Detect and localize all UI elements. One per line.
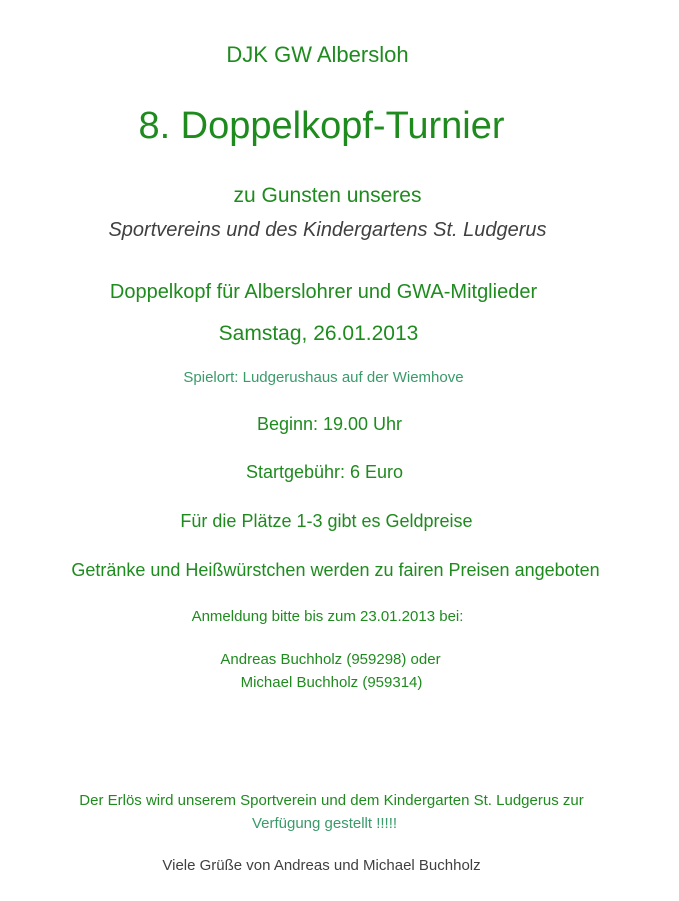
registration-intro: Anmeldung bitte bis zum 23.01.2013 bei: bbox=[191, 608, 464, 625]
venue-line: Spielort: Ludgerushaus auf der Wiemhove bbox=[183, 369, 464, 386]
benefit-recipients: Sportvereins und des Kindergartens St. Ludgerus bbox=[108, 219, 547, 241]
start-time: Beginn: 19.00 Uhr bbox=[256, 414, 403, 434]
benefit-intro: zu Gunsten unseres bbox=[233, 184, 422, 207]
tournament-title: 8. Doppelkopf-Turnier bbox=[138, 105, 505, 147]
prizes-line: Für die Plätze 1-3 gibt es Geldpreise bbox=[180, 511, 473, 531]
refreshments-line: Getränke und Heißwürstchen werden zu fairen Preisen angeboten bbox=[71, 560, 600, 580]
audience-line: Doppelkopf für Alberslohrer und GWA-Mitglieder bbox=[109, 281, 538, 303]
proceeds-line-2: Verfügung gestellt !!!!! bbox=[251, 815, 398, 832]
event-date: Samstag, 26.01.2013 bbox=[218, 322, 419, 345]
proceeds-line-1: Der Erlös wird unserem Sportverein und dem Kindergarten St. Ludgerus zur bbox=[79, 792, 584, 809]
organization-name: DJK GW Albersloh bbox=[226, 42, 409, 67]
contact-andreas: Andreas Buchholz (959298) oder bbox=[220, 651, 441, 668]
greeting-line: Viele Grüße von Andreas und Michael Buchholz bbox=[162, 857, 481, 874]
contact-michael: Michael Buchholz (959314) bbox=[240, 674, 423, 691]
entry-fee: Startgebühr: 6 Euro bbox=[245, 462, 404, 482]
